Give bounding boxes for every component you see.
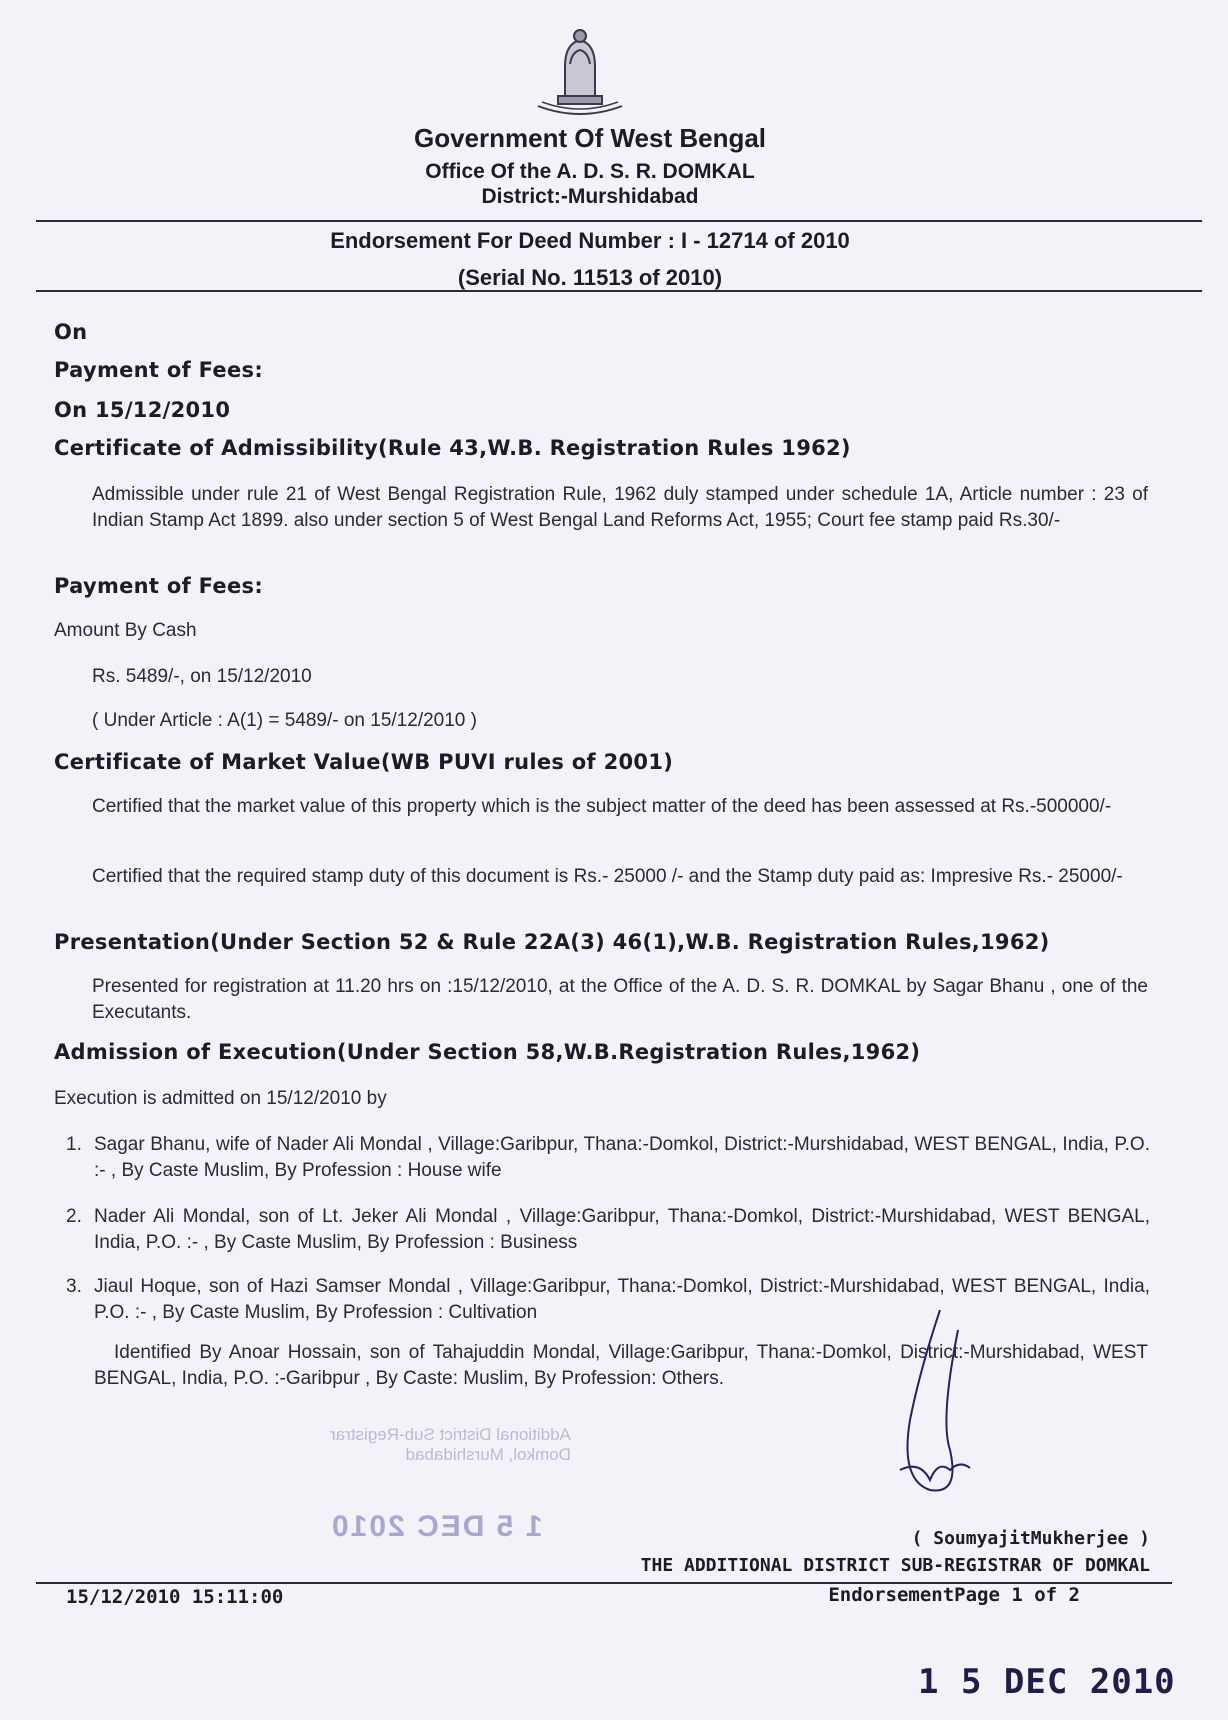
serial-number: (Serial No. 11513 of 2010) [457, 265, 723, 290]
market-value-text: Certified that the market value of this property which is the subject matter of the deed has been assessed at Rs.-500000/- [92, 796, 1112, 817]
executant-item [66, 1204, 1150, 1256]
received-date-stamp: 1 5 DEC 2010 [918, 1662, 1176, 1702]
mirrored-date-stamp: 1 5 DEC 2010 [330, 1510, 543, 1543]
state-emblem-icon [520, 26, 640, 118]
item-text: Jiaul Hoque, son of Hazi Samser Mondal , Village:Garibpur, Thana:-Domkol, District:-Murshidabad, WEST BENGAL, India, P.O. :- , By Caste Muslim, By Profession : Cultivation [94, 1276, 1150, 1323]
on-label: On [54, 320, 88, 344]
item-text: Sagar Bhanu, wife of Nader Ali Mondal , Village:Garibpur, Thana:-Domkol, District:-Murshidabad, WEST BENGAL, India, P.O. :- , By Caste Muslim, By Profession : House wife [94, 1134, 1150, 1181]
signatory-designation: THE ADDITIONAL DISTRICT SUB-REGISTRAR OF DOMKAL [640, 1555, 1150, 1576]
stamp-duty-text: Certified that the required stamp duty of this document is Rs.- 25000 /- and the Stamp duty paid as: Impresive Rs.- 25000/- [92, 866, 1123, 887]
footer-timestamp: 15/12/2010 15:11:00 [66, 1586, 284, 1608]
signature-icon [880, 1310, 1000, 1520]
office-seal-line: Additional District Sub-Registrar [330, 1425, 571, 1444]
payment-mode: Amount By Cash [54, 620, 197, 641]
payment-heading: Payment of Fees: [54, 574, 264, 598]
office-title: Office Of the A. D. S. R. DOMKAL [425, 160, 755, 183]
identifier-text: Identified By Anoar Hossain, son of Tahajuddin Mondal, Village:Garibpur, Thana:-Domkol, District:-Murshidabad, WEST BENGAL, India, P.O. :-Garibpur , By Caste: Muslim, By Profession: Others. [94, 1342, 1148, 1389]
endorsement-title: Endorsement For Deed Number : I - 12714 of 2010 [330, 228, 850, 253]
signatory-name: ( SoumyajitMukherjee ) [911, 1528, 1150, 1549]
presentation-text: Presented for registration at 11.20 hrs on :15/12/2010, at the Office of the A. D. S. R. DOMKAL by Sagar Bhanu , one of the Executants. [92, 976, 1148, 1023]
item-text: Nader Ali Mondal, son of Lt. Jeker Ali Mondal , Village:Garibpur, Thana:-Domkol, District:-Murshidabad, WEST BENGAL, India, P.O. :- , By Caste Muslim, By Profession : Business [94, 1206, 1150, 1253]
office-seal-line: Domkol, Murshidabad [405, 1445, 571, 1464]
presentation-heading: Presentation(Under Section 52 & Rule 22A(3) 46(1),W.B. Registration Rules,1962) [54, 930, 1050, 954]
district-title: District:-Murshidabad [481, 185, 699, 208]
header-rule-top [36, 220, 1202, 222]
payment-heading-1: Payment of Fees: [54, 358, 264, 382]
admission-intro: Execution is admitted on 15/12/2010 by [54, 1088, 387, 1109]
on-date: On 15/12/2010 [54, 398, 231, 422]
office-seal-stamp [330, 1425, 571, 1465]
footer-page: EndorsementPage 1 of 2 [828, 1584, 1080, 1606]
market-value-heading: Certificate of Market Value(WB PUVI rules of 2001) [54, 750, 674, 774]
admission-heading: Admission of Execution(Under Section 58,W.B.Registration Rules,1962) [54, 1040, 921, 1064]
admissibility-text: Admissible under rule 21 of West Bengal Registration Rule, 1962 duly stamped under schedule 1A, Article number : 23 of Indian Stamp Act 1899. also under section 5 of West Bengal Land Reforms Act, 1955; Court fee stamp paid Rs.30/- [92, 484, 1148, 531]
admissibility-heading: Certificate of Admissibility(Rule 43,W.B. Registration Rules 1962) [54, 436, 851, 460]
item-number: 2. [66, 1206, 82, 1227]
header-rule-bottom [36, 290, 1202, 292]
government-title: Government Of West Bengal [413, 123, 767, 153]
executant-item [66, 1132, 1150, 1184]
payment-amount: Rs. 5489/-, on 15/12/2010 [92, 666, 312, 687]
item-number: 3. [66, 1276, 82, 1297]
item-number: 1. [66, 1134, 82, 1155]
payment-article: ( Under Article : A(1) = 5489/- on 15/12/2010 ) [92, 710, 477, 731]
